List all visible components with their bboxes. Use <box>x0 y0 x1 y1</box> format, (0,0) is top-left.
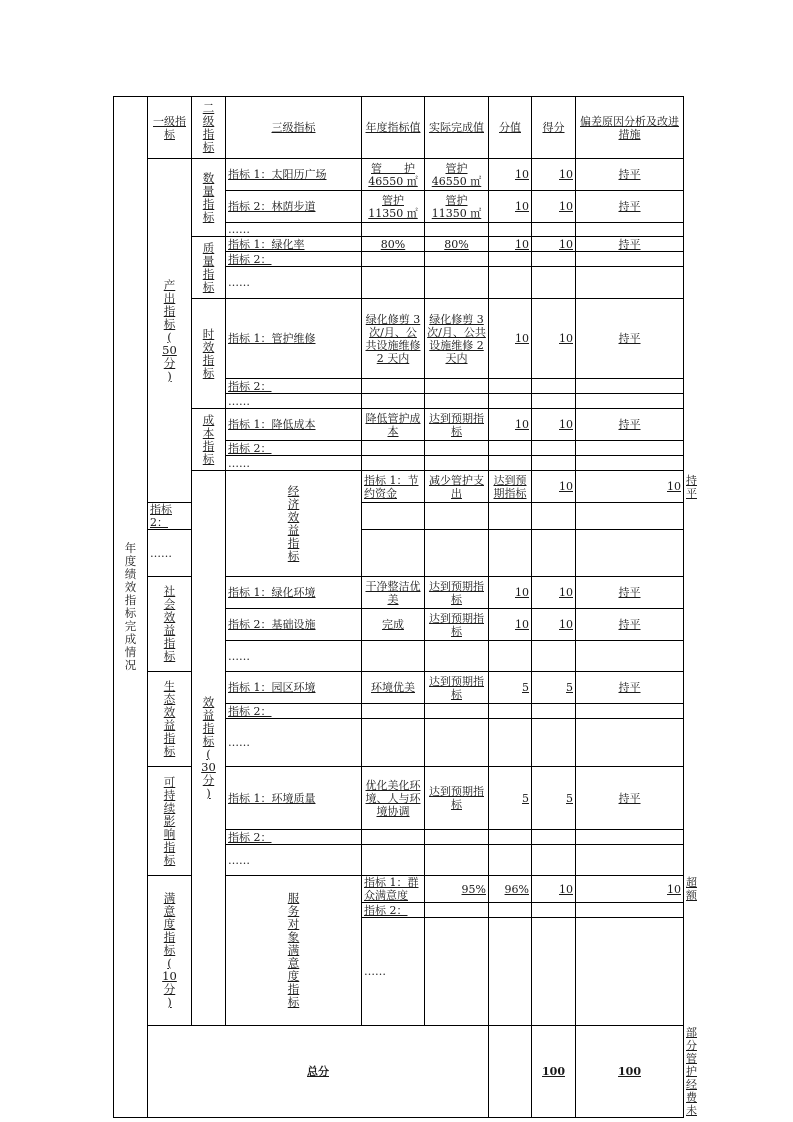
actual-value: 达到预期指标 <box>425 767 489 830</box>
level2-social-label: 社 会 效 益 指 标 <box>163 584 176 663</box>
target-value: 完成 <box>362 609 425 641</box>
deviation-note: 持平 <box>576 191 684 223</box>
indicator-name: 指标 1：园区环境 <box>226 672 362 704</box>
score: 10 <box>532 299 576 379</box>
indicator-name: …… <box>226 719 362 767</box>
level2-quality-label: 质 量 指 标 <box>202 240 215 294</box>
performance-table <box>113 96 697 1118</box>
target-value: 管 护 46550 ㎡ <box>362 159 425 191</box>
table-row <box>114 299 684 379</box>
score: 5 <box>532 767 576 830</box>
actual-value: 96% <box>489 876 532 903</box>
level1-benefit-label: 效 益 指 标 ( 30 分 ) <box>201 695 216 800</box>
target-value: 优化美化环境、人与环境协调 <box>362 767 425 830</box>
level2-timeliness-label: 时 效 指 标 <box>202 326 215 380</box>
level2-cost-label: 成 本 指 标 <box>202 412 215 466</box>
score: 10 <box>532 577 576 609</box>
indicator-name: 指标 2： <box>362 903 425 918</box>
level1-output <box>148 159 192 503</box>
indicator-name: 指标 2：林荫步道 <box>226 191 362 223</box>
level2-sustainable-label: 可 持 续 影 响 指 标 <box>163 774 176 867</box>
level2-economic <box>226 471 362 577</box>
score: 10 <box>576 471 684 503</box>
side-label: 年 度 绩 效 指 标 完 成 情 况 <box>124 541 137 672</box>
indicator-name: …… <box>226 267 362 299</box>
score-value: 10 <box>532 876 576 903</box>
score: 5 <box>532 672 576 704</box>
actual-value: 达到预期指标 <box>489 471 532 503</box>
score-value: 10 <box>489 409 532 441</box>
score: 10 <box>532 159 576 191</box>
score: 10 <box>532 409 576 441</box>
header-level2-cell <box>192 97 226 159</box>
deviation-note: 持平 <box>576 609 684 641</box>
level1-satisfaction <box>148 876 192 1026</box>
header-score-value: 分值 <box>489 97 532 159</box>
target-value: 80% <box>362 237 425 252</box>
level1-satisfaction-label: 满 意 度 指 标 ( 10 分 ) <box>162 891 177 1009</box>
indicator-name: 指标 1：绿化率 <box>226 237 362 252</box>
header-level1: 一级指标 <box>148 97 192 159</box>
header-actual: 实际完成值 <box>425 97 489 159</box>
indicator-name: 指标 2： <box>148 503 192 530</box>
target-value: 降低管护成本 <box>362 409 425 441</box>
indicator-name: 指标 1：降低成本 <box>226 409 362 441</box>
header-level3: 三级指标 <box>226 97 362 159</box>
indicator-name: …… <box>226 223 362 237</box>
target-value: 95% <box>425 876 489 903</box>
total-value: 100 <box>532 1026 576 1118</box>
score-value: 10 <box>532 471 576 503</box>
deviation-note: 持平 <box>576 159 684 191</box>
side-label-cell <box>114 97 148 1118</box>
indicator-name: 指标 2： <box>226 379 362 394</box>
level2-quantity <box>192 159 226 237</box>
indicator-name: …… <box>148 530 192 577</box>
score-value: 10 <box>489 191 532 223</box>
level2-timeliness <box>192 299 226 409</box>
target-value: 管护 11350 ㎡ <box>362 191 425 223</box>
header-row <box>114 97 684 159</box>
score: 10 <box>576 876 684 903</box>
indicator-name: 指标 2：基础设施 <box>226 609 362 641</box>
target-value: 绿化修剪 3 次/月、公共设施维修 2 天内 <box>362 299 425 379</box>
total-score: 100 <box>576 1026 684 1118</box>
score-value: 5 <box>489 767 532 830</box>
indicator-name: 指标 2： <box>226 441 362 456</box>
actual-value: 绿化修剪 3 次/月、公共设施维修 2 天内 <box>425 299 489 379</box>
indicator-name: …… <box>226 394 362 409</box>
total-row: 总分 100 100 部分管护经费未 <box>114 1026 684 1118</box>
table-row: 效 益 指 标 ( 30 分 ) 经 济 效 益 指 标 指标 1：节约资金 减少管护支出 达到预期指标 10 10 持平 <box>114 471 684 503</box>
deviation-note: 持平 <box>576 672 684 704</box>
level2-ecological-label: 生 态 效 益 指 标 <box>163 679 176 758</box>
header-annual-target: 年度指标值 <box>362 97 425 159</box>
actual-value: 达到预期指标 <box>425 672 489 704</box>
indicator-name: 指标 2： <box>226 830 362 845</box>
indicator-name: …… <box>226 456 362 471</box>
indicator-name: …… <box>226 845 362 876</box>
actual-value: 管护 46550 ㎡ <box>425 159 489 191</box>
indicator-name: …… <box>362 918 425 1026</box>
score-value: 10 <box>489 159 532 191</box>
indicator-name: 指标 1：太阳历广场 <box>226 159 362 191</box>
level1-output-label: 产 出 指 标 ( 50 分 ) <box>162 277 177 383</box>
score-value: 10 <box>489 237 532 252</box>
indicator-name: 指标 1：节约资金 <box>362 471 425 503</box>
level1-benefit <box>192 471 226 1026</box>
indicator-name: 指标 1：管护维修 <box>226 299 362 379</box>
level2-quantity-label: 数 量 指 标 <box>202 170 215 224</box>
level2-service <box>226 876 362 1026</box>
level2-quality <box>192 237 226 299</box>
level2-sustainable <box>148 767 192 876</box>
deviation-note: 持平 <box>576 237 684 252</box>
indicator-name: …… <box>226 641 362 672</box>
actual-value: 达到预期指标 <box>425 577 489 609</box>
header-score: 得分 <box>532 97 576 159</box>
score-value: 5 <box>489 672 532 704</box>
target-value: 干净整洁优美 <box>362 577 425 609</box>
deviation-note: 持平 <box>576 299 684 379</box>
indicator-name: 指标 1：绿化环境 <box>226 577 362 609</box>
level2-cost <box>192 409 226 471</box>
level2-service-label: 服 务 对 象 满 意 度 指 标 <box>287 891 300 1009</box>
level2-economic-label: 经 济 效 益 指 标 <box>287 483 300 563</box>
score: 10 <box>532 609 576 641</box>
score: 10 <box>532 191 576 223</box>
actual-value: 管护 11350 ㎡ <box>425 191 489 223</box>
deviation-note: 持平 <box>576 767 684 830</box>
actual-value: 达到预期指标 <box>425 609 489 641</box>
indicator-name: 指标 1：环境质量 <box>226 767 362 830</box>
indicator-name: 指标 1：群众满意度 <box>362 876 425 903</box>
score-value: 10 <box>489 577 532 609</box>
table-row <box>114 409 684 441</box>
indicator-name: 指标 2： <box>226 252 362 267</box>
actual-value: 达到预期指标 <box>425 409 489 441</box>
target-value: 减少管护支出 <box>425 471 489 503</box>
total-label: 总分 <box>148 1026 489 1118</box>
table-row <box>114 237 684 252</box>
table-row <box>114 159 684 191</box>
score-value: 10 <box>489 299 532 379</box>
score: 10 <box>532 237 576 252</box>
table-row: 满 意 度 指 标 ( 10 分 ) 服 务 对 象 满 意 度 指 标 指标 1：群众满意度 95% 96% 10 10 超额 <box>114 876 684 903</box>
actual-value: 80% <box>425 237 489 252</box>
level2-ecological <box>148 672 192 767</box>
header-deviation: 偏差原因分析及改进措施 <box>576 97 684 159</box>
header-level2: 二 级 指 标 <box>202 100 215 154</box>
score-value: 10 <box>489 609 532 641</box>
level2-social <box>148 577 192 672</box>
deviation-note: 持平 <box>576 409 684 441</box>
target-value: 环境优美 <box>362 672 425 704</box>
deviation-note: 持平 <box>576 577 684 609</box>
indicator-name: 指标 2： <box>226 704 362 719</box>
